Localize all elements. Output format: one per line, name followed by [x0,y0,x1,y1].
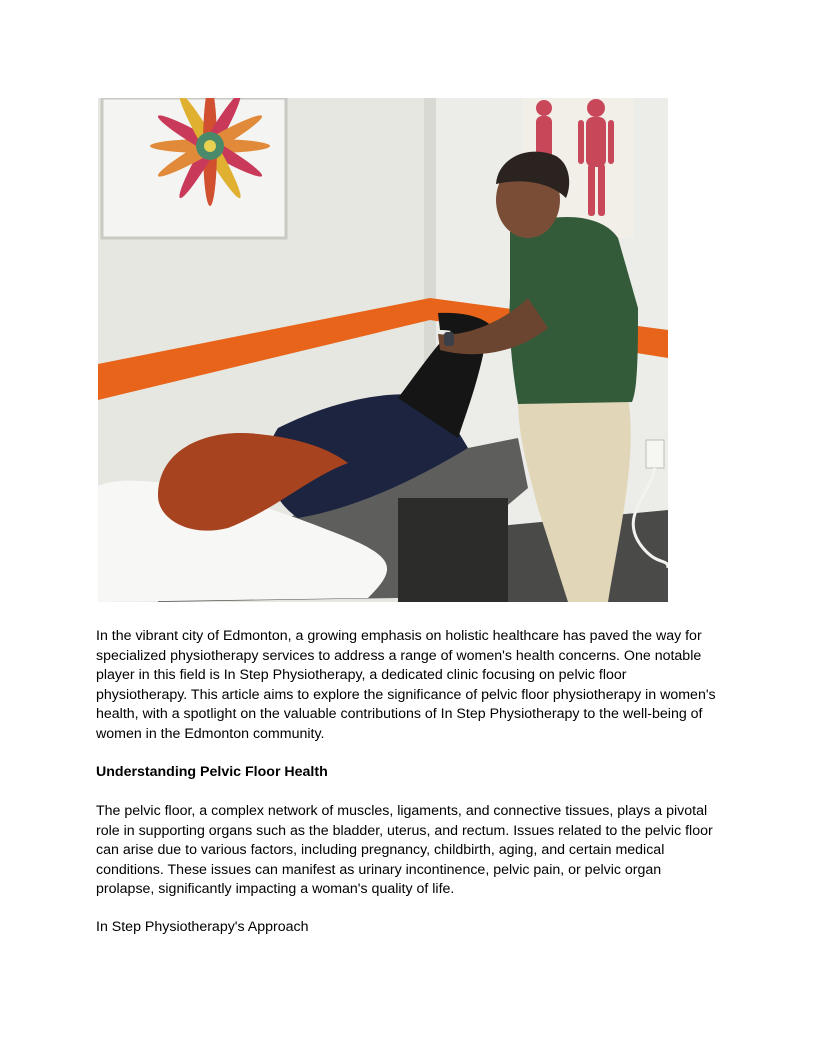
table-base [398,498,508,602]
intro-paragraph: In the vibrant city of Edmonton, a growing emphasis on holistic healthcare has paved the way for specialized physiotherapy services to address a range of women's health concerns. One notable player in this field is In Step Physiotherapy, a dedicated clinic focusing on pelvic floor physiotherapy. This article aims to explore the significance of pelvic floor physiotherapy in women's health, with a spotlight on the valuable contributions of In Step Physiotherapy to the well-being of women in the Edmonton community. [96,628,716,742]
watch [444,332,454,346]
wall-outlet [646,440,664,468]
next-section-heading: In Step Physiotherapy's Approach [96,919,309,935]
section-heading: Understanding Pelvic Floor Health [96,764,328,780]
section-body-paragraph: The pelvic floor, a complex network of muscles, ligaments, and connective tissues, plays a pivotal role in supporting organs such as the bladder, uterus, and rectum. Issues related to the pelvic floor can arise due to various factors, including pregnancy, childbirth, aging, and certain medical conditions. These issues can manifest as urinary incontinence, pelvic pain, or pelvic organ prolapse, significantly impacting a woman's quality of life. [96,803,713,897]
physiotherapy-session-photo [98,98,668,602]
